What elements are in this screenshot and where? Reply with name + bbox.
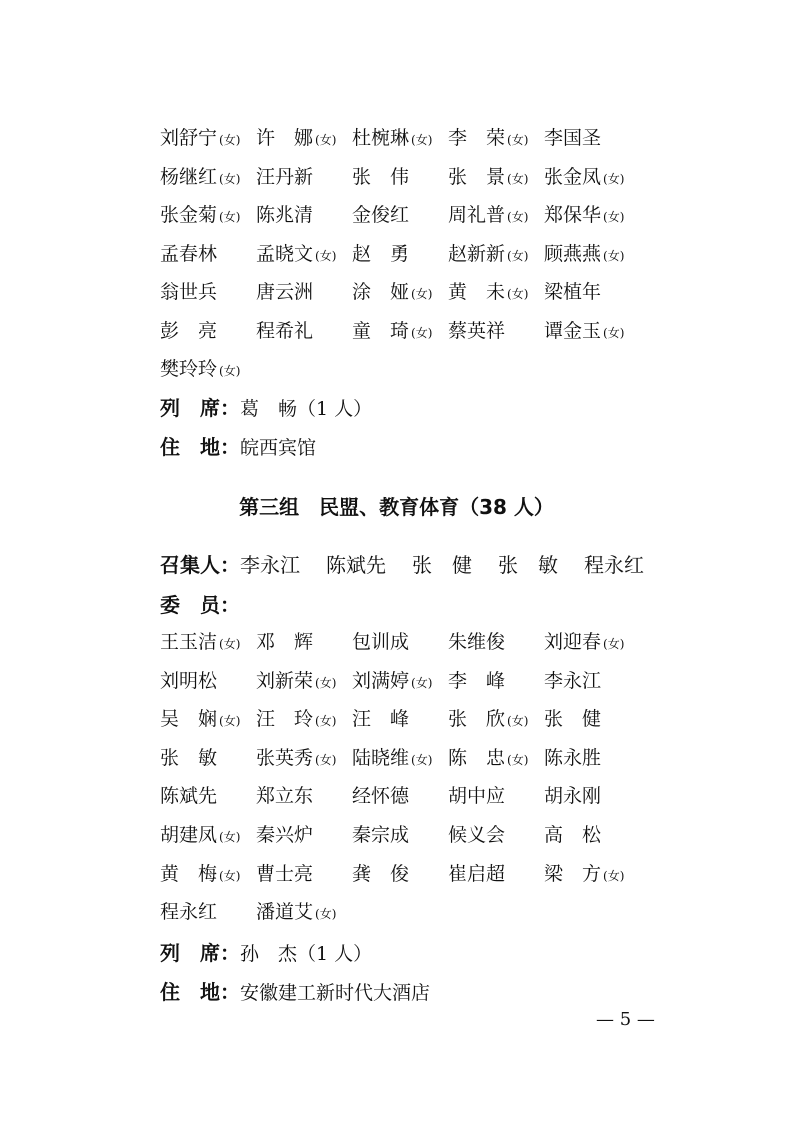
female-marker: (女) bbox=[411, 325, 433, 340]
female-marker: (女) bbox=[219, 364, 241, 378]
member-name: 童 琦 (女) bbox=[352, 319, 433, 342]
lodging-label: 住 地： bbox=[160, 980, 240, 1004]
member-name: 陈斌先 bbox=[160, 785, 218, 808]
member-row bbox=[160, 627, 640, 657]
female-marker: (女) bbox=[603, 171, 625, 186]
female-marker: (女) bbox=[507, 752, 529, 767]
member-name: 汪 峰 bbox=[352, 708, 410, 731]
member-name: 吴 娴 (女) bbox=[160, 708, 241, 731]
attendee-value: 孙 杰（1 人） bbox=[240, 943, 373, 965]
lodging-value: 安徽建工新时代大酒店 bbox=[240, 982, 431, 1004]
female-marker: (女) bbox=[315, 248, 337, 263]
member-name: 潘道艾 (女) bbox=[256, 901, 337, 924]
member-row bbox=[160, 123, 640, 153]
member-row bbox=[160, 200, 640, 230]
female-marker: (女) bbox=[315, 714, 337, 729]
member-name: 唐云洲 bbox=[256, 281, 314, 303]
convener-name: 陈斌先 bbox=[326, 553, 386, 577]
member-row bbox=[160, 239, 640, 269]
member-name: 李永江 bbox=[544, 669, 602, 692]
female-marker: (女) bbox=[315, 907, 337, 922]
member-name: 张 伟 bbox=[352, 165, 410, 188]
female-marker: (女) bbox=[315, 675, 337, 690]
convener-label: 召集人： bbox=[160, 553, 240, 577]
member-name: 刘满婷 (女) bbox=[352, 669, 433, 692]
female-marker: (女) bbox=[507, 171, 529, 186]
member-row bbox=[160, 277, 640, 307]
group3-heading: 第三组 民盟、教育体育（38 人） bbox=[239, 495, 554, 519]
group3-members-label: 委 员： bbox=[160, 593, 240, 617]
member-name: 彭 亮 bbox=[160, 319, 218, 342]
member-name: 陈兆清 bbox=[256, 204, 314, 226]
member-name: 胡中应 bbox=[448, 785, 506, 808]
convener-name: 程永红 bbox=[584, 553, 644, 577]
member-row bbox=[160, 704, 640, 734]
member-name: 许 娜 (女) bbox=[256, 127, 337, 149]
member-name: 李国圣 bbox=[544, 127, 602, 149]
member-name: 郑保华 (女) bbox=[544, 204, 625, 226]
member-name: 候义会 bbox=[448, 824, 506, 846]
female-marker: (女) bbox=[219, 637, 241, 651]
female-marker: (女) bbox=[411, 133, 433, 147]
top-attendee-line bbox=[160, 393, 372, 423]
member-name: 翁世兵 bbox=[160, 281, 218, 303]
lodging-label: 住 地： bbox=[160, 435, 240, 459]
member-name: 胡建凤 (女) bbox=[160, 824, 241, 846]
convener-name: 李永江 bbox=[240, 553, 300, 577]
member-name: 张 敏 bbox=[160, 746, 218, 769]
member-name: 陆晓维 (女) bbox=[352, 746, 433, 769]
female-marker: (女) bbox=[507, 287, 529, 301]
female-marker: (女) bbox=[603, 325, 625, 340]
member-name: 郑立东 bbox=[256, 785, 314, 808]
female-marker: (女) bbox=[411, 675, 433, 690]
member-name: 蔡英祥 bbox=[448, 319, 506, 342]
member-name: 黄 未 (女) bbox=[448, 281, 529, 303]
female-marker: (女) bbox=[219, 210, 241, 224]
member-name: 张 景 (女) bbox=[448, 165, 529, 188]
female-marker: (女) bbox=[603, 210, 625, 224]
member-name: 张金菊 (女) bbox=[160, 204, 241, 226]
member-name: 程永红 bbox=[160, 901, 218, 924]
group3-convener-line bbox=[160, 550, 670, 580]
female-marker: (女) bbox=[603, 637, 625, 651]
female-marker: (女) bbox=[603, 868, 625, 883]
member-name: 金俊红 bbox=[352, 204, 410, 226]
member-name: 包训成 bbox=[352, 631, 410, 653]
member-name: 周礼普 (女) bbox=[448, 204, 529, 226]
member-name: 朱维俊 bbox=[448, 631, 506, 653]
member-name: 汪丹新 bbox=[256, 165, 314, 188]
member-name: 经怀德 bbox=[352, 785, 410, 808]
member-name: 樊玲玲 (女) bbox=[160, 358, 241, 380]
member-name: 高 松 bbox=[544, 824, 602, 846]
member-row bbox=[160, 162, 640, 192]
convener-name: 张 敏 bbox=[498, 553, 558, 577]
female-marker: (女) bbox=[219, 133, 241, 147]
member-row bbox=[160, 743, 640, 773]
member-row bbox=[160, 781, 640, 811]
female-marker: (女) bbox=[219, 714, 241, 729]
female-marker: (女) bbox=[411, 752, 433, 767]
female-marker: (女) bbox=[219, 830, 241, 844]
member-name: 孟晓文 (女) bbox=[256, 242, 337, 265]
member-name: 顾燕燕 (女) bbox=[544, 242, 625, 265]
female-marker: (女) bbox=[507, 133, 529, 147]
member-name: 龚 俊 bbox=[352, 862, 410, 885]
member-name: 张英秀 (女) bbox=[256, 746, 337, 769]
female-marker: (女) bbox=[411, 287, 433, 301]
member-row bbox=[160, 820, 640, 850]
group3-attendee-line bbox=[160, 938, 372, 968]
member-name: 张金凤 (女) bbox=[544, 165, 625, 188]
top-lodging-line bbox=[160, 432, 316, 462]
member-name: 张 欣 (女) bbox=[448, 708, 529, 731]
member-name: 汪 玲 (女) bbox=[256, 708, 337, 731]
member-row bbox=[160, 354, 256, 384]
member-name: 梁植年 bbox=[544, 281, 602, 303]
convener-list bbox=[240, 553, 670, 577]
member-name: 胡永刚 bbox=[544, 785, 602, 808]
member-name: 刘迎春 (女) bbox=[544, 631, 625, 653]
member-name: 陈永胜 bbox=[544, 746, 602, 769]
member-name: 曹士亮 bbox=[256, 862, 314, 885]
member-name: 黄 梅 (女) bbox=[160, 862, 241, 885]
member-name: 李 峰 bbox=[448, 669, 506, 692]
member-name: 刘舒宁 (女) bbox=[160, 127, 241, 149]
member-row bbox=[160, 859, 640, 889]
member-row bbox=[160, 666, 640, 696]
member-name: 李 荣 (女) bbox=[448, 127, 529, 149]
convener-name: 张 健 bbox=[412, 553, 472, 577]
member-name: 崔启超 bbox=[448, 862, 506, 885]
female-marker: (女) bbox=[507, 210, 529, 224]
member-name: 邓 辉 bbox=[256, 631, 314, 653]
member-name: 王玉洁 (女) bbox=[160, 631, 241, 653]
female-marker: (女) bbox=[219, 868, 241, 883]
attendee-label: 列 席： bbox=[160, 941, 240, 965]
member-name: 刘明松 bbox=[160, 669, 218, 692]
member-name: 杨继红 (女) bbox=[160, 165, 241, 188]
female-marker: (女) bbox=[507, 248, 529, 263]
lodging-value: 皖西宾馆 bbox=[240, 437, 317, 459]
female-marker: (女) bbox=[219, 171, 241, 186]
member-name: 赵 勇 bbox=[352, 242, 410, 265]
attendee-value: 葛 畅（1 人） bbox=[240, 398, 373, 420]
member-name: 秦兴炉 bbox=[256, 824, 314, 846]
member-name: 赵新新 (女) bbox=[448, 242, 529, 265]
member-name: 张 健 bbox=[544, 708, 602, 731]
member-name: 涂 娅 (女) bbox=[352, 281, 433, 303]
member-name: 杜椀琳 (女) bbox=[352, 127, 433, 149]
female-marker: (女) bbox=[315, 752, 337, 767]
group3-lodging-line bbox=[160, 977, 430, 1007]
member-name: 秦宗成 bbox=[352, 824, 410, 846]
member-row bbox=[160, 897, 352, 927]
member-name: 孟春林 bbox=[160, 242, 218, 265]
member-name: 梁 方 (女) bbox=[544, 862, 625, 885]
member-name: 程希礼 bbox=[256, 319, 314, 342]
female-marker: (女) bbox=[603, 248, 625, 263]
female-marker: (女) bbox=[507, 714, 529, 729]
page-number: — 5 — bbox=[596, 1009, 655, 1030]
member-name: 谭金玉 (女) bbox=[544, 319, 625, 342]
attendee-label: 列 席： bbox=[160, 396, 240, 420]
member-name: 刘新荣 (女) bbox=[256, 669, 337, 692]
female-marker: (女) bbox=[315, 133, 337, 147]
member-name: 陈 忠 (女) bbox=[448, 746, 529, 769]
member-row bbox=[160, 316, 640, 346]
